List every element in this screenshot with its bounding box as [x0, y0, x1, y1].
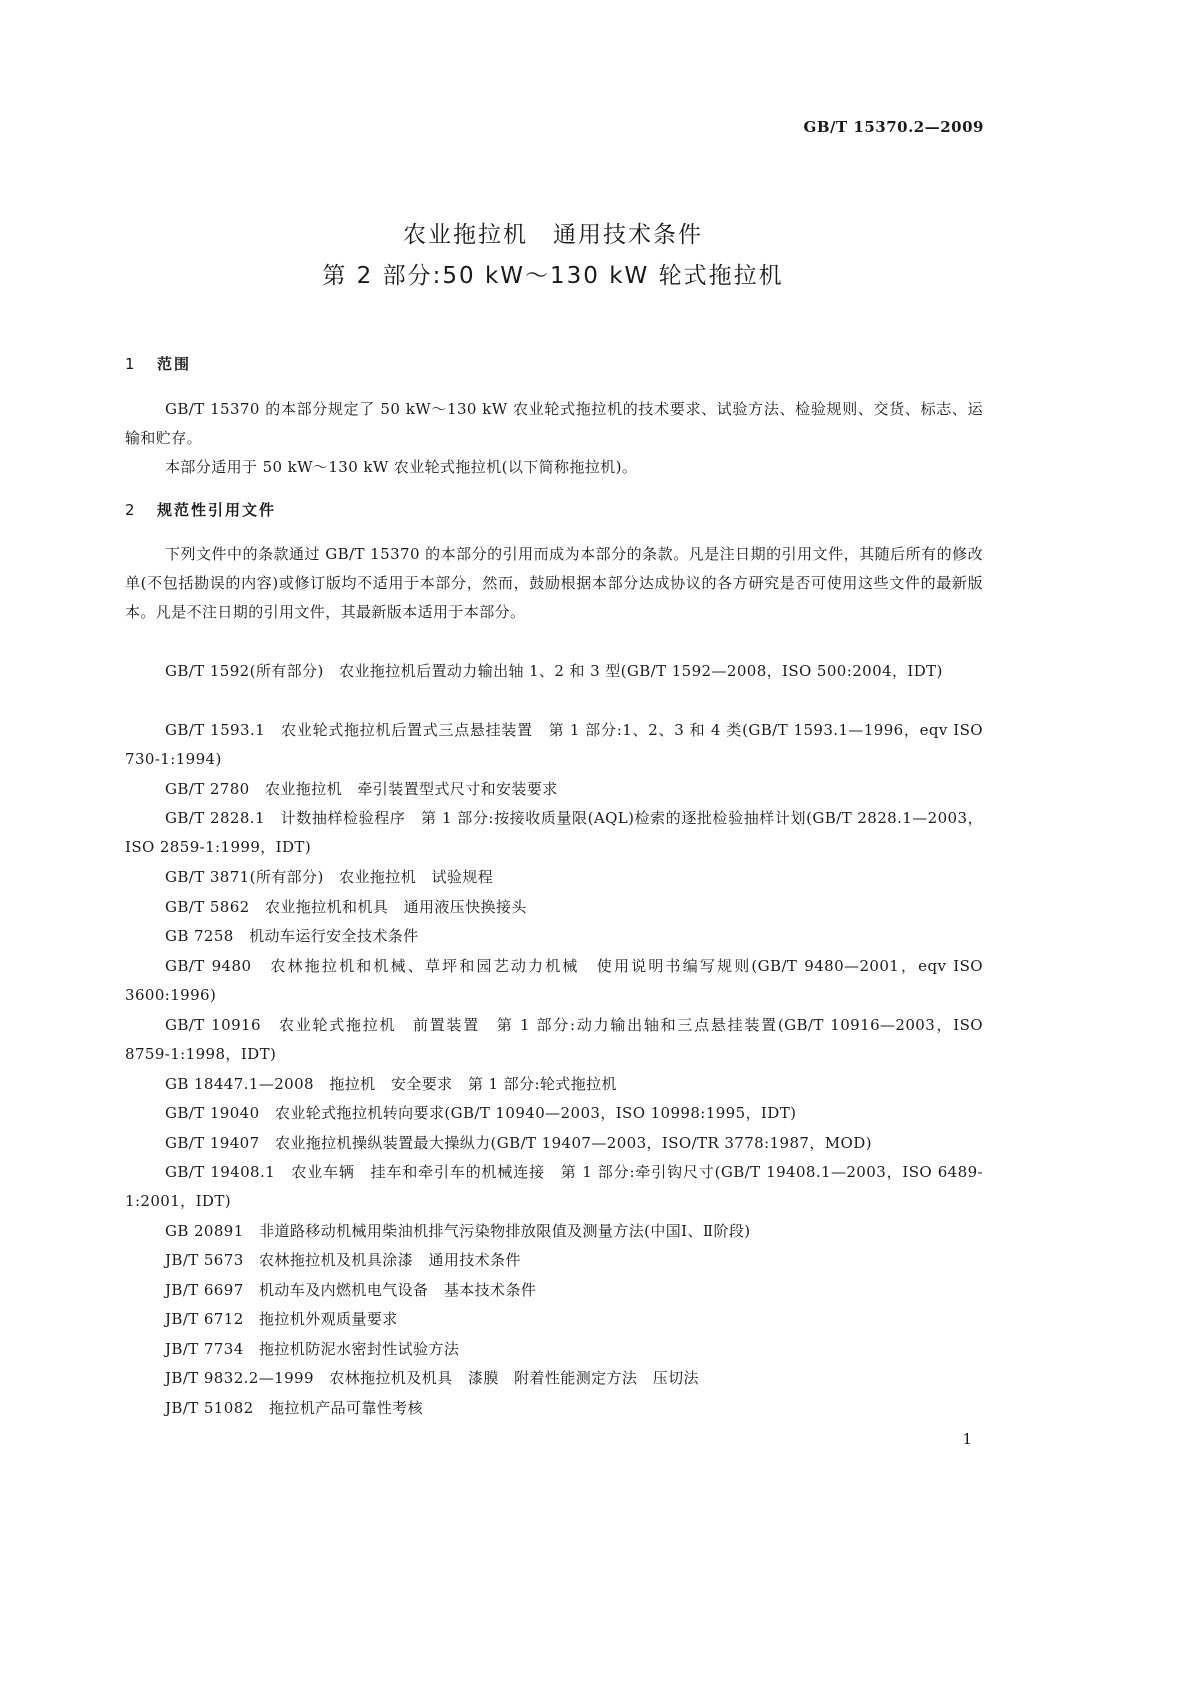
reference-item: JB/T 9832.2—1999 农林拖拉机及机具 漆膜 附着性能测定方法 压切法: [165, 1369, 699, 1387]
section-1-heading: [125, 353, 191, 374]
reference-item: GB/T 10916 农业轮式拖拉机 前置装置 第 1 部分:动力输出轴和三点悬挂装置(GB/T 10916—2003，ISO 8759-1:1998，IDT): [125, 1016, 989, 1064]
reference-item: GB 18447.1—2008 拖拉机 安全要求 第 1 部分:轮式拖拉机: [165, 1075, 617, 1093]
section-title: 范围: [157, 355, 192, 373]
reference-item: GB/T 19040 农业轮式拖拉机转向要求(GB/T 10940—2003，ISO 10998:1995，IDT): [165, 1104, 797, 1122]
reference-item: GB/T 1592(所有部分) 农业拖拉机后置动力输出轴 1、2 和 3 型(GB/T 1592—2008，ISO 500:2004，IDT): [165, 662, 943, 680]
section-2-heading: [125, 499, 276, 520]
reference-item: JB/T 6712 拖拉机外观质量要求: [165, 1310, 398, 1328]
section-number: 2: [125, 501, 137, 519]
reference-item: JB/T 7734 拖拉机防泥水密封性试验方法: [165, 1340, 460, 1358]
reference-item: GB/T 2828.1 计数抽样检验程序 第 1 部分:按接收质量限(AQL)检索的逐批检验抽样计划(GB/T 2828.1—2003，ISO 2859-1:1999，IDT): [125, 809, 983, 857]
paragraph: 下列文件中的条款通过 GB/T 15370 的本部分的引用而成为本部分的条款。凡是注日期的引用文件，其随后所有的修改单(不包括勘误的内容)或修订版均不适用于本部分，然而，鼓励根据本部分达成协议的各方研究是否可使用这些文件的最新版本。凡是不注日期的引用文件，其最新版本适用于本部分。: [125, 545, 983, 622]
standard-code: GB/T 15370.2—2009: [803, 118, 984, 136]
reference-item: GB/T 5862 农业拖拉机和机具 通用液压快换接头: [165, 898, 527, 916]
reference-item: GB/T 3871(所有部分) 农业拖拉机 试验规程: [165, 868, 494, 886]
reference-item: GB 20891 非道路移动机械用柴油机排气污染物排放限值及测量方法(中国Ⅰ、Ⅱ阶段): [165, 1222, 751, 1240]
reference-item: GB/T 1593.1 农业轮式拖拉机后置式三点悬挂装置 第 1 部分:1、2、3 和 4 类(GB/T 1593.1—1996，eqv ISO 730-1:1994): [125, 721, 989, 769]
reference-item: GB/T 19407 农业拖拉机操纵装置最大操纵力(GB/T 19407—2003，ISO/TR 3778:1987，MOD): [165, 1134, 872, 1152]
reference-item: GB 7258 机动车运行安全技术条件: [165, 927, 419, 945]
reference-item: JB/T 51082 拖拉机产品可靠性考核: [165, 1399, 423, 1417]
paragraph: GB/T 15370 的本部分规定了 50 kW～130 kW 农业轮式拖拉机的技术要求、试验方法、检验规则、交货、标志、运输和贮存。: [125, 400, 983, 448]
reference-item: JB/T 5673 农林拖拉机及机具涂漆 通用技术条件: [165, 1251, 521, 1269]
document-title-line1: 农业拖拉机 通用技术条件: [403, 222, 703, 248]
reference-item: GB/T 9480 农林拖拉机和机械、草坪和园艺动力机械 使用说明书编写规则(GB/T 9480—2001，eqv ISO 3600:1996): [125, 957, 989, 1005]
section-number: 1: [125, 355, 137, 373]
document-title-line2: 第 2 部分:50 kW～130 kW 轮式拖拉机: [322, 263, 784, 289]
reference-item: GB/T 2780 农业拖拉机 牵引装置型式尺寸和安装要求: [165, 780, 558, 798]
reference-item: GB/T 19408.1 农业车辆 挂车和牵引车的机械连接 第 1 部分:牵引钩尺寸(GB/T 19408.1—2003，ISO 6489-1:2001，IDT): [125, 1163, 983, 1211]
paragraph: 本部分适用于 50 kW～130 kW 农业轮式拖拉机(以下简称拖拉机)。: [165, 458, 638, 476]
page-number: 1: [962, 1430, 972, 1448]
section-title: 规范性引用文件: [157, 501, 277, 519]
reference-item: JB/T 6697 机动车及内燃机电气设备 基本技术条件: [165, 1281, 537, 1299]
